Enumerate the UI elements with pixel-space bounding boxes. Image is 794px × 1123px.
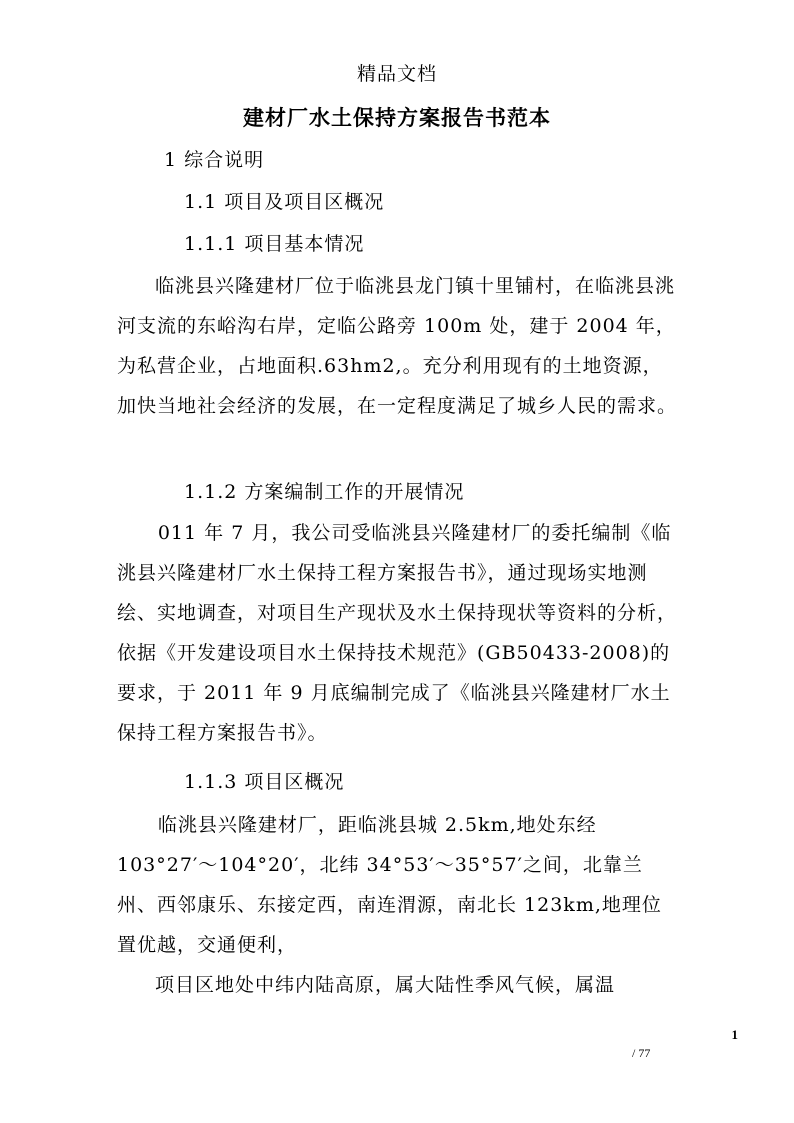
paragraph-text: 011 年 7 月，我公司受临洮县兴隆建材厂的委托编制《临洮县兴隆建材厂水土保持工程方案报告书》，通过现场实地测绘、实地调查，对项目生产现状及水土保持现状等资料的分析，依据《开发建设项目水土保持技术规范》(GB50433-2008)的要求，于 2011 年 9 月底编制完成了《临洮县兴隆建材厂水土保持工程方案报告书》。 xyxy=(117,522,678,744)
section-heading-1: 1 综合说明 xyxy=(164,149,265,171)
paragraph-climate xyxy=(117,965,677,1005)
section-heading-1-1-1: 1.1.1 项目基本情况 xyxy=(184,233,365,255)
paragraph-plan-preparation xyxy=(117,513,677,753)
document-title: 建材厂水土保持方案报告书范本 xyxy=(243,105,551,130)
section-heading-1-1-3: 1.1.3 项目区概况 xyxy=(184,771,345,793)
header-label: 精品文档 xyxy=(356,63,437,85)
paragraph-project-basic-info xyxy=(117,266,677,426)
section-heading-1-1: 1.1 项目及项目区概况 xyxy=(184,191,385,213)
paragraph-text: 临洮县兴隆建材厂位于临洮县龙门镇十里铺村，在临洮县洮河支流的东峪沟右岸，定临公路旁 100m 处，建于 2004 年，为私营企业，占地面积.63hm2,。充分利用现有的土地资源，加快当地社会经济的发展，在一定程度满足了城乡人民的需求。 xyxy=(117,275,678,417)
paragraph-text: 项目区地处中纬内陆高原，属大陆性季风气候，属温 xyxy=(155,974,616,996)
page-total: / 77 xyxy=(632,1046,651,1060)
paragraph-text: 临洮县兴隆建材厂，距临洮县城 2.5km,地处东经 103°27′～104°20′，北纬 34°53′～35°57′之间，北靠兰州、西邻康乐、东接定西，南连渭源，南北长 123km,地理位置优越，交通便利， xyxy=(117,814,662,956)
page-number: 1 xyxy=(731,1027,738,1042)
section-heading-1-1-2: 1.1.2 方案编制工作的开展情况 xyxy=(184,481,465,503)
paragraph-project-area xyxy=(117,805,677,965)
